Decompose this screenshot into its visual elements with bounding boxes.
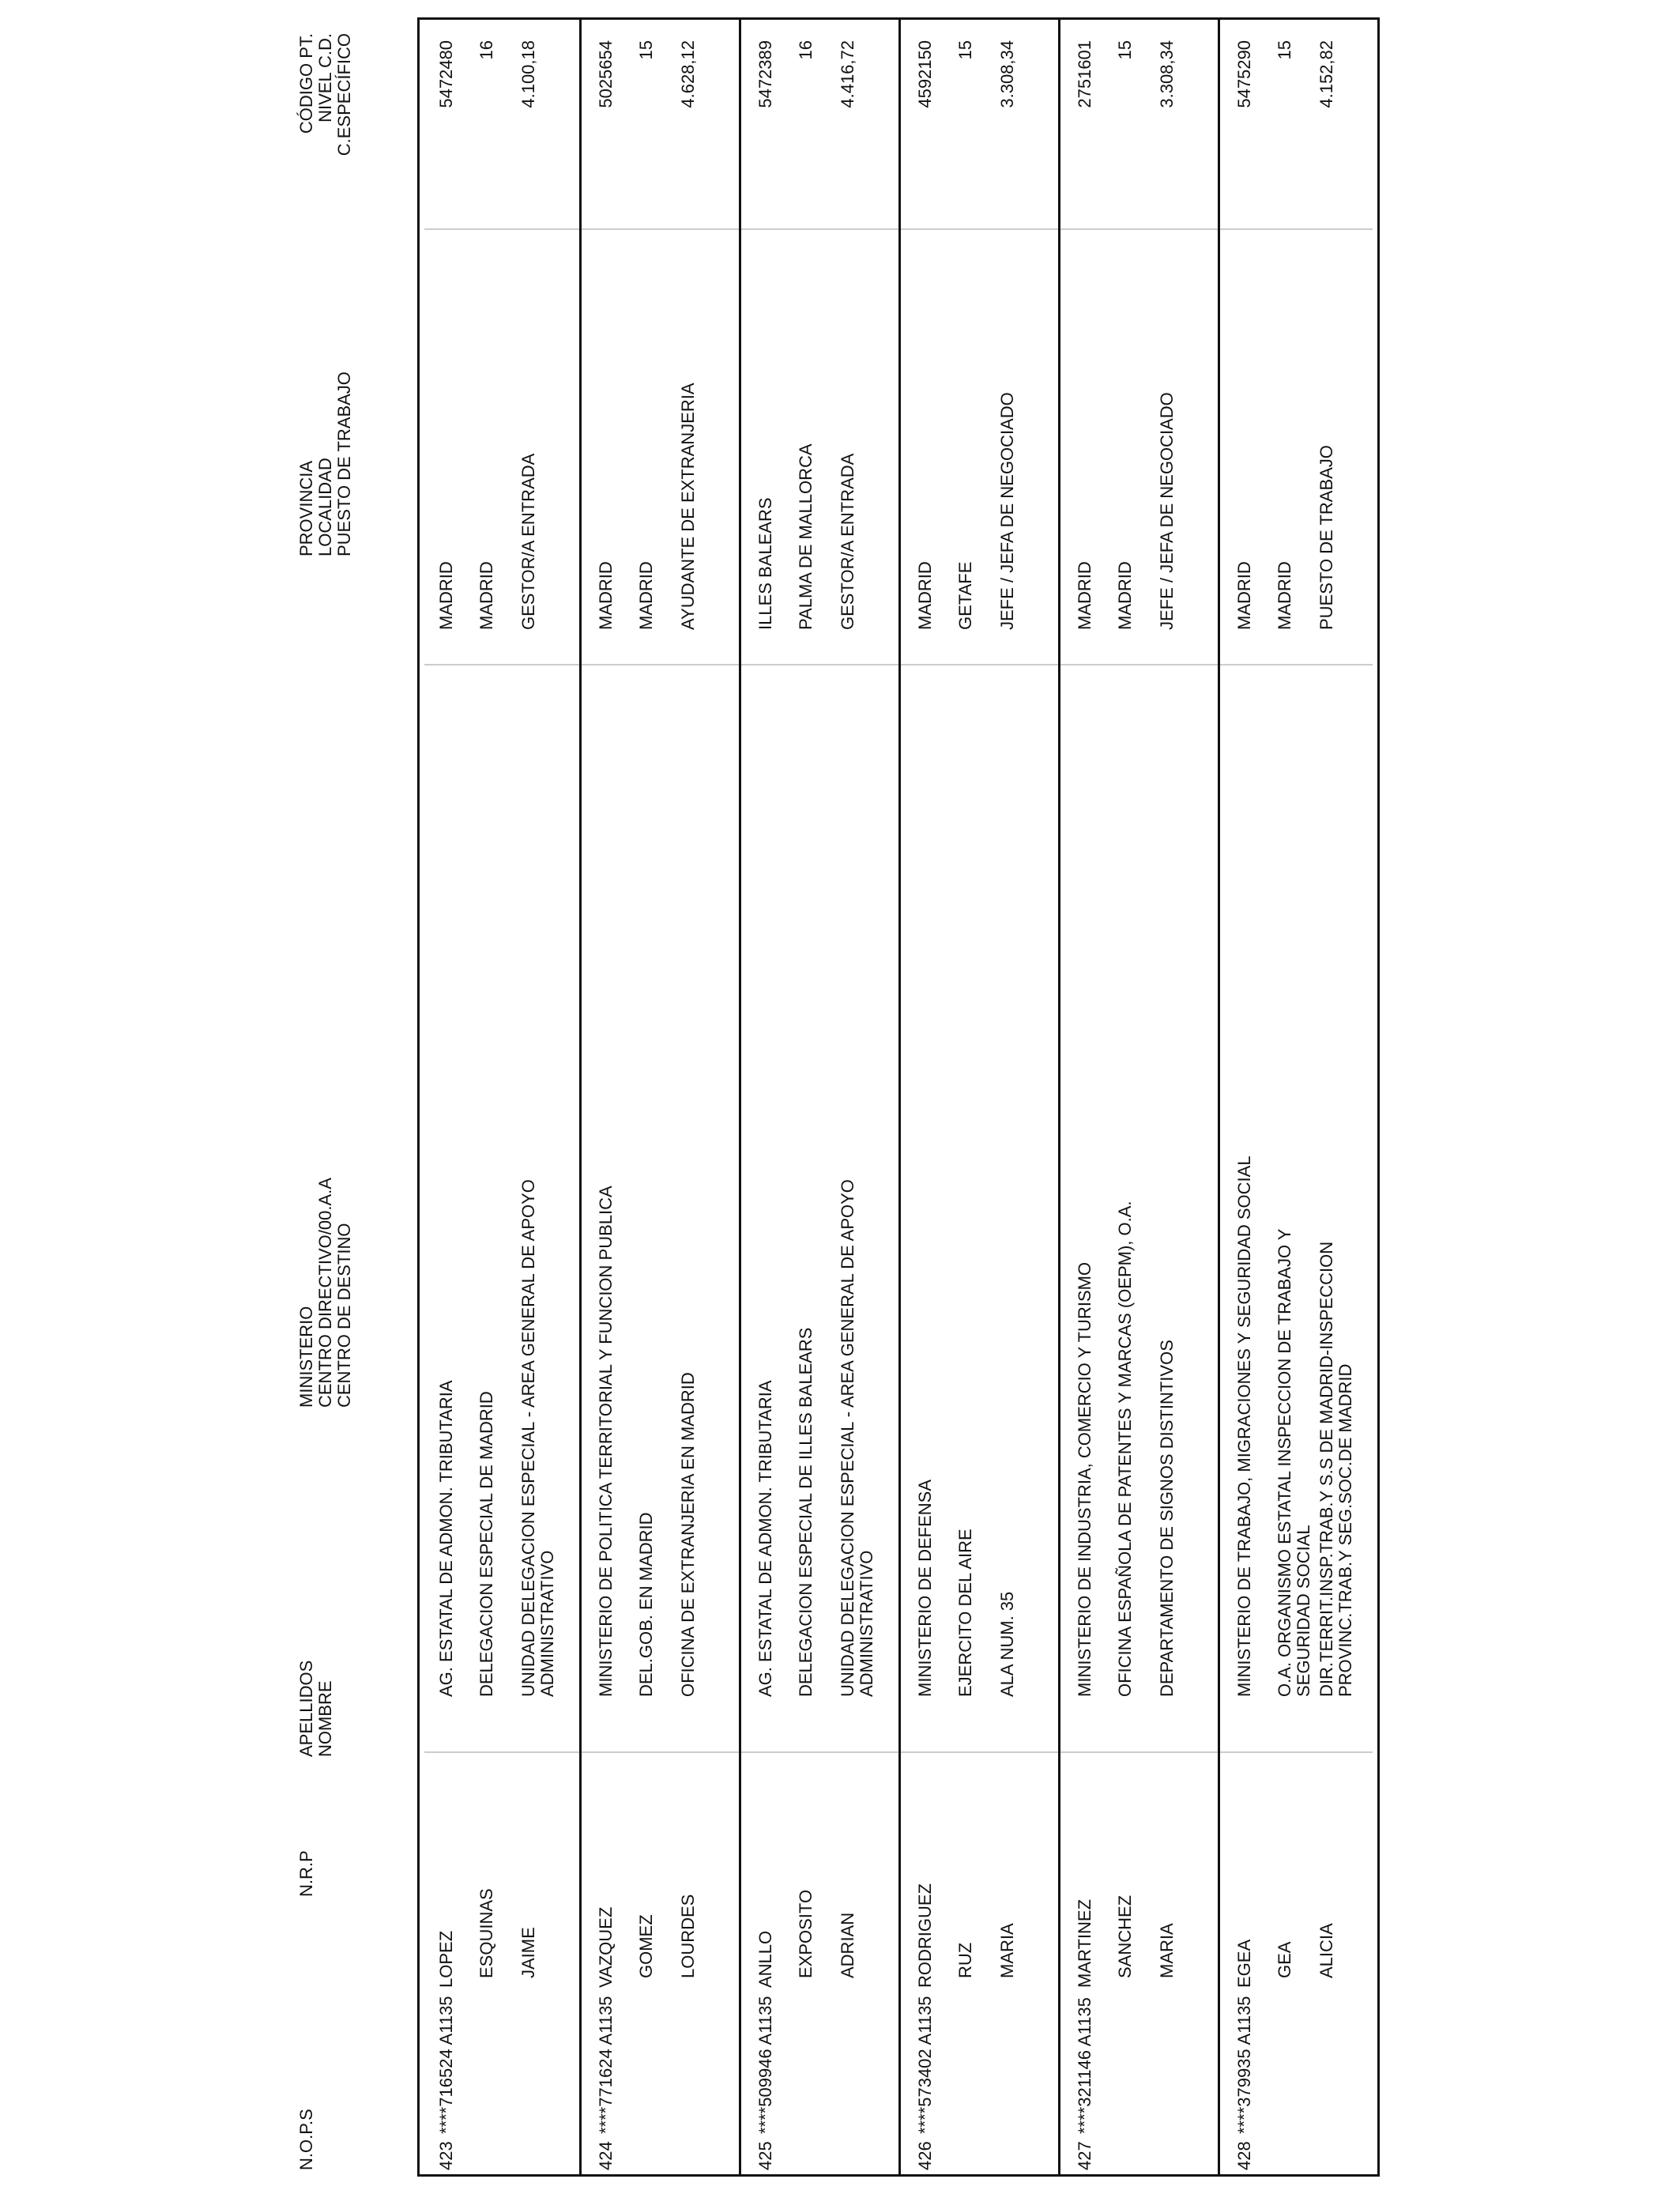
record-nivel: 16 (477, 40, 496, 60)
record-apellido1: LOPEZ (436, 1930, 456, 1988)
record-nops: 426 (915, 2141, 935, 2170)
row-separator (739, 20, 741, 2174)
record-especifico: 4.416,72 (838, 40, 857, 108)
record-row (1218, 20, 1377, 2174)
record-nrp: ****321146 A1135 (1075, 1997, 1094, 2134)
record-apellido1: EGEA (1234, 1939, 1254, 1988)
record-centro-destino: UNIDAD DELEGACION ESPECIAL - AREA GENERAL DE APOYO ADMINISTRATIVO (518, 1179, 557, 1697)
header-codigo-label: CÓDIGO PT. (296, 33, 316, 134)
record-especifico: 4.628,12 (678, 40, 698, 108)
record-nrp: ****379935 A1135 (1234, 1996, 1254, 2134)
record-codigo: 5472389 (755, 40, 775, 108)
header-provincia-label: PROVINCIA (296, 460, 316, 556)
record-apellido2: RUZ (955, 1942, 975, 1978)
record-nivel: 15 (1115, 40, 1135, 60)
record-apellido1: MARTINEZ (1075, 1898, 1094, 1988)
record-provincia: MADRID (596, 561, 616, 630)
record-nops: 428 (1234, 2141, 1254, 2170)
record-provincia: MADRID (436, 561, 456, 630)
row-separator (898, 20, 901, 2174)
record-provincia: MADRID (1234, 561, 1254, 630)
record-especifico: 4.100,18 (518, 40, 538, 108)
record-nrp: ****573402 A1135 (915, 1996, 935, 2134)
record-localidad: MADRID (1275, 561, 1294, 630)
record-especifico: 3.308,34 (997, 40, 1017, 108)
record-nivel: 16 (796, 40, 816, 60)
record-nombre: MARIA (1157, 1923, 1177, 1978)
record-codigo: 4592150 (915, 40, 935, 108)
record-puesto: JEFE / JEFA DE NEGOCIADO (997, 392, 1017, 630)
record-centro-destino: DIR.TERRIT.INSP.TRAB.Y S.S DE MADRID-INSPECCION PROVINC.TRAB.Y SEG.SOC.DE MADRID (1317, 1241, 1355, 1697)
record-nrp: ****771624 A1135 (596, 1996, 616, 2134)
record-nombre: JAIME (518, 1927, 538, 1978)
record-ministerio: MINISTERIO DE INDUSTRIA, COMERCIO Y TURISMO (1075, 1261, 1094, 1697)
header-ministerio (297, 1178, 354, 1408)
record-nops: 423 (436, 2141, 456, 2170)
header-ministerio-label: MINISTERIO (296, 1306, 316, 1408)
record-puesto: GESTOR/A ENTRADA (838, 453, 857, 630)
record-ministerio: MINISTERIO DE TRABAJO, MIGRACIONES Y SEGURIDAD SOCIAL (1234, 1155, 1254, 1697)
record-nombre: MARIA (997, 1923, 1017, 1978)
record-apellido2: GOMEZ (636, 1914, 656, 1978)
record-row (420, 20, 579, 2174)
record-row (739, 20, 898, 2174)
record-centro-directivo: DEL.GOB. EN MADRID (636, 1512, 656, 1697)
record-puesto: AYUDANTE DE EXTRANJERIA (678, 383, 698, 630)
record-nrp: ****509946 A1135 (755, 1996, 775, 2134)
header-localidad-label: LOCALIDAD (315, 458, 335, 556)
record-nops: 424 (596, 2141, 616, 2170)
header-nrp (297, 1850, 316, 1897)
record-apellido2: SANCHEZ (1115, 1894, 1135, 1978)
row-separator (1218, 20, 1220, 2174)
record-especifico: 4.152,82 (1317, 40, 1336, 108)
header-provincia (297, 371, 354, 556)
record-puesto: JEFE / JEFA DE NEGOCIADO (1157, 392, 1177, 630)
header-apellidos-label: APELLIDOS (296, 1660, 316, 1757)
record-centro-destino: DEPARTAMENTO DE SIGNOS DISTINTIVOS (1157, 1340, 1177, 1697)
record-provincia: MADRID (915, 561, 935, 630)
record-localidad: MADRID (1115, 561, 1135, 630)
record-nivel: 15 (636, 40, 656, 60)
record-codigo: 5472480 (436, 40, 456, 108)
row-separator (1058, 20, 1060, 2174)
record-especifico: 3.308,34 (1157, 40, 1177, 108)
record-nombre: ADRIAN (838, 1912, 857, 1978)
records-table (417, 17, 1380, 2177)
record-localidad: GETAFE (955, 561, 975, 630)
record-ministerio: AG. ESTATAL DE ADMON. TRIBUTARIA (436, 1380, 456, 1697)
header-codigo (297, 33, 354, 171)
record-ministerio: MINISTERIO DE DEFENSA (915, 1479, 935, 1697)
record-provincia: MADRID (1075, 561, 1094, 630)
record-apellido1: VAZQUEZ (596, 1906, 616, 1988)
record-centro-destino: OFICINA DE EXTRANJERIA EN MADRID (678, 1372, 698, 1697)
header-nivel-label: NIVEL C.D. (315, 33, 335, 123)
header-centro-destino-label: CENTRO DE DESTINO (334, 1223, 354, 1408)
record-codigo: 2751601 (1075, 40, 1094, 108)
record-nombre: LOURDES (678, 1894, 698, 1978)
record-localidad: PALMA DE MALLORCA (796, 443, 816, 630)
record-ministerio: MINISTERIO DE POLITICA TERRITORIAL Y FUNCION PUBLICA (596, 1186, 616, 1697)
record-ministerio: AG. ESTATAL DE ADMON. TRIBUTARIA (755, 1380, 775, 1697)
record-apellido2: GEA (1275, 1941, 1294, 1978)
record-nrp: ****716524 A1135 (436, 1996, 456, 2134)
record-centro-directivo: OFICINA ESPAÑOLA DE PATENTES Y MARCAS (OEPM), O.A. (1115, 1201, 1135, 1697)
record-localidad: MADRID (477, 561, 496, 630)
record-nops: 425 (755, 2141, 775, 2170)
record-centro-directivo: EJERCITO DEL AIRE (955, 1529, 975, 1697)
record-puesto: PUESTO DE TRABAJO (1317, 445, 1336, 630)
record-codigo: 5025654 (596, 40, 616, 108)
record-centro-destino: UNIDAD DELEGACION ESPECIAL - AREA GENERAL DE APOYO ADMINISTRATIVO (838, 1179, 876, 1697)
row-separator (579, 20, 582, 2174)
header-nombre-label: NOMBRE (315, 1680, 335, 1757)
record-centro-destino: ALA NUM. 35 (997, 1591, 1017, 1697)
header-especifico-label: C.ESPECÍFICO (334, 33, 354, 156)
record-row (898, 20, 1058, 2174)
header-centro-directivo-label: CENTRO DIRECTIVO/00.A.A (315, 1178, 335, 1408)
header-nops-label: N.O.P.S (296, 2109, 316, 2170)
record-centro-directivo: O.A. ORGANISMO ESTATAL INSPECCION DE TRABAJO Y SEGURIDAD SOCIAL (1275, 1228, 1313, 1697)
record-localidad: MADRID (636, 561, 656, 630)
record-apellido2: ESQUINAS (477, 1888, 496, 1978)
header-apellidos (297, 1661, 335, 1757)
record-row (1058, 20, 1218, 2174)
record-apellido1: RODRIGUEZ (915, 1883, 935, 1988)
header-nops (297, 2109, 316, 2170)
record-nops: 427 (1075, 2141, 1094, 2170)
header-puesto-label: PUESTO DE TRABAJO (334, 371, 354, 556)
record-nivel: 15 (1275, 40, 1294, 60)
record-centro-directivo: DELEGACION ESPECIAL DE ILLES BALEARS (796, 1327, 816, 1697)
record-provincia: ILLES BALEARS (755, 497, 775, 630)
record-puesto: GESTOR/A ENTRADA (518, 453, 538, 630)
record-nivel: 15 (955, 40, 975, 60)
record-nombre: ALICIA (1317, 1923, 1336, 1978)
record-centro-directivo: DELEGACION ESPECIAL DE MADRID (477, 1391, 496, 1697)
record-row (579, 20, 739, 2174)
record-apellido1: ANLLO (755, 1930, 775, 1988)
record-codigo: 5475290 (1234, 40, 1254, 108)
header-nrp-label: N.R.P (296, 1850, 316, 1897)
record-apellido2: EXPOSITO (796, 1889, 816, 1978)
